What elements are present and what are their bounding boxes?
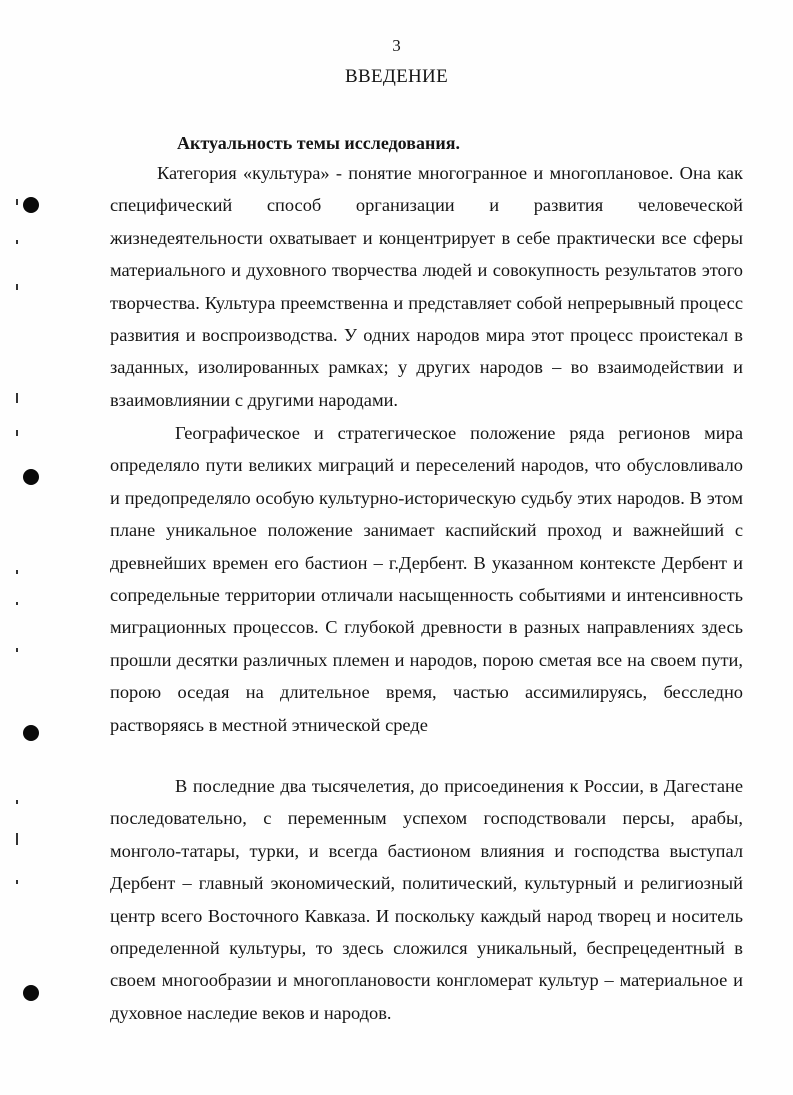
scan-speck [16, 199, 18, 205]
scan-speck [16, 833, 18, 845]
page-number: 3 [392, 36, 401, 55]
binder-hole-mark [23, 197, 39, 213]
page-title: ВВЕДЕНИЕ [345, 66, 448, 87]
scan-speck [16, 570, 18, 574]
paragraph-2: Географическое и стратегическое положение ряда регионов мира определяло пути великих миграций и переселений народов, что обусловливало и предопределяло особую культурно-историческую судьбу этих народов. В этом плане уникальное положение занимает каспийский проход и важнейший с древнейших времен его бастион – г.Дербент. В указанном контексте Дербент и сопредельные территории отличали насыщенность событиями и интенсивность миграционных процессов. С глубокой древности в разных направлениях здесь прошли десятки различных племен и народов, порою сметая все на своем пути, порою оседая на длительное время, частью ассимилируясь, бесследно растворяясь в местной этнической среде [110, 423, 743, 735]
scan-speck [16, 648, 18, 652]
scan-speck [16, 880, 18, 884]
binder-hole-mark [23, 469, 39, 485]
section-heading: Актуальность темы исследования. [177, 133, 460, 153]
scan-speck [16, 284, 18, 290]
paragraph-1: Категория «культура» - понятие многогранное и многоплановое. Она как специфический способ организации и развития человеческой жизнедеятельности охватывает и концентрирует в себе практически все сферы материального и духовного творчества людей и совокупность результатов этого творчества. Культура преемственна и представляет собой непрерывный процесс развития и воспроизводства. У одних народов мира этот процесс проистекал в заданных, изолированных рамках; у других народов – во взаимодействии и взаимовлиянии с другими народами. [110, 163, 743, 410]
binder-hole-mark [23, 725, 39, 741]
binder-hole-mark [23, 985, 39, 1001]
scan-speck [16, 240, 18, 244]
scan-speck [16, 430, 18, 436]
scan-speck [16, 800, 18, 804]
scan-speck [16, 602, 18, 605]
scan-speck [16, 393, 18, 403]
paragraph-3: В последние два тысячелетия, до присоединения к России, в Дагестане последовательно, с переменным успехом господствовали персы, арабы, монголо-татары, турки, и всегда бастионом влияния и господства выступал Дербент – главный экономический, политический, культурный и религиозный центр всего Восточного Кавказа. И поскольку каждый народ творец и носитель определенной культуры, то здесь сложился уникальный, беспрецедентный в своем многообразии и многоплановости конгломерат культур – материальное и духовное наследие веков и народов. [110, 776, 743, 1023]
